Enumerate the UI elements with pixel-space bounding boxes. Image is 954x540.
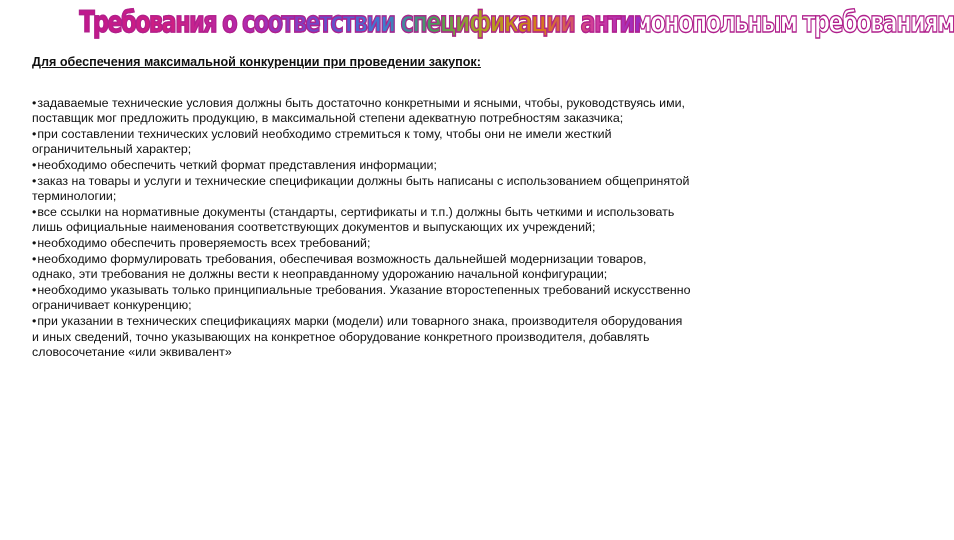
list-item-text: необходимо указывать только принципиальные требования. Указание второстепенных требований искусственно ограничивает конкуренцию;: [32, 282, 691, 313]
list-item: [32, 283, 692, 314]
list-item-text: необходимо обеспечить проверяемость всех требований;: [37, 235, 371, 250]
list-item: [32, 236, 692, 252]
bullet-icon: •: [32, 235, 37, 250]
list-item: [32, 158, 692, 174]
list-item: [32, 252, 692, 283]
list-item-text: необходимо обеспечить четкий формат представления информации;: [37, 157, 437, 172]
bullet-icon: •: [32, 126, 37, 141]
list-item-text: необходимо формулировать требования, обеспечивая возможность дальнейшей модернизации товаров, однако, эти требования не должны вести к неоправданному удорожанию начальной конфигурации;: [32, 251, 647, 282]
slide-subtitle: Для обеспечения максимальной конкуренции при проведении закупок:: [32, 55, 481, 69]
bullet-icon: •: [32, 157, 37, 172]
bullet-icon: •: [32, 204, 37, 219]
list-item: [32, 205, 692, 236]
bullet-icon: •: [32, 173, 37, 188]
bullet-icon: •: [32, 282, 37, 297]
bullet-icon: •: [32, 251, 37, 266]
list-item: [32, 314, 692, 361]
list-item: [32, 127, 692, 158]
list-item-text: при составлении технических условий необходимо стремиться к тому, чтобы они не имели жесткий ограничительный характер;: [32, 126, 612, 157]
requirements-list: [32, 96, 692, 361]
bullet-icon: •: [32, 313, 37, 328]
list-item: [32, 96, 692, 127]
slide-content: [32, 55, 692, 361]
list-item-text: заказ на товары и услуги и технические спецификации должны быть написаны с использованием общепринятой терминологии;: [32, 173, 690, 204]
list-item-text: задаваемые технические условия должны быть достаточно конкретными и ясными, чтобы, руководствуясь ими, поставщик мог предложить продукцию, в максимальной степени адекватную потребностям заказчика;: [32, 95, 685, 126]
slide-title: Требования о соответствии спецификации антимонопольным требованиям: [79, 2, 641, 42]
list-item: [32, 174, 692, 205]
list-item-text: все ссылки на нормативные документы (стандарты, сертификаты и т.п.) должны быть четкими и использовать лишь официальные наименования соответствующих документов и выпускающих их учреждений;: [32, 204, 675, 235]
list-item-text: при указании в технических спецификациях марки (модели) или товарного знака, производителя оборудования и иных сведений, точно указывающих на конкретное оборудование конкретного производителя, добавлять словосочетание «или эквивалент»: [32, 313, 683, 360]
bullet-icon: •: [32, 95, 37, 110]
